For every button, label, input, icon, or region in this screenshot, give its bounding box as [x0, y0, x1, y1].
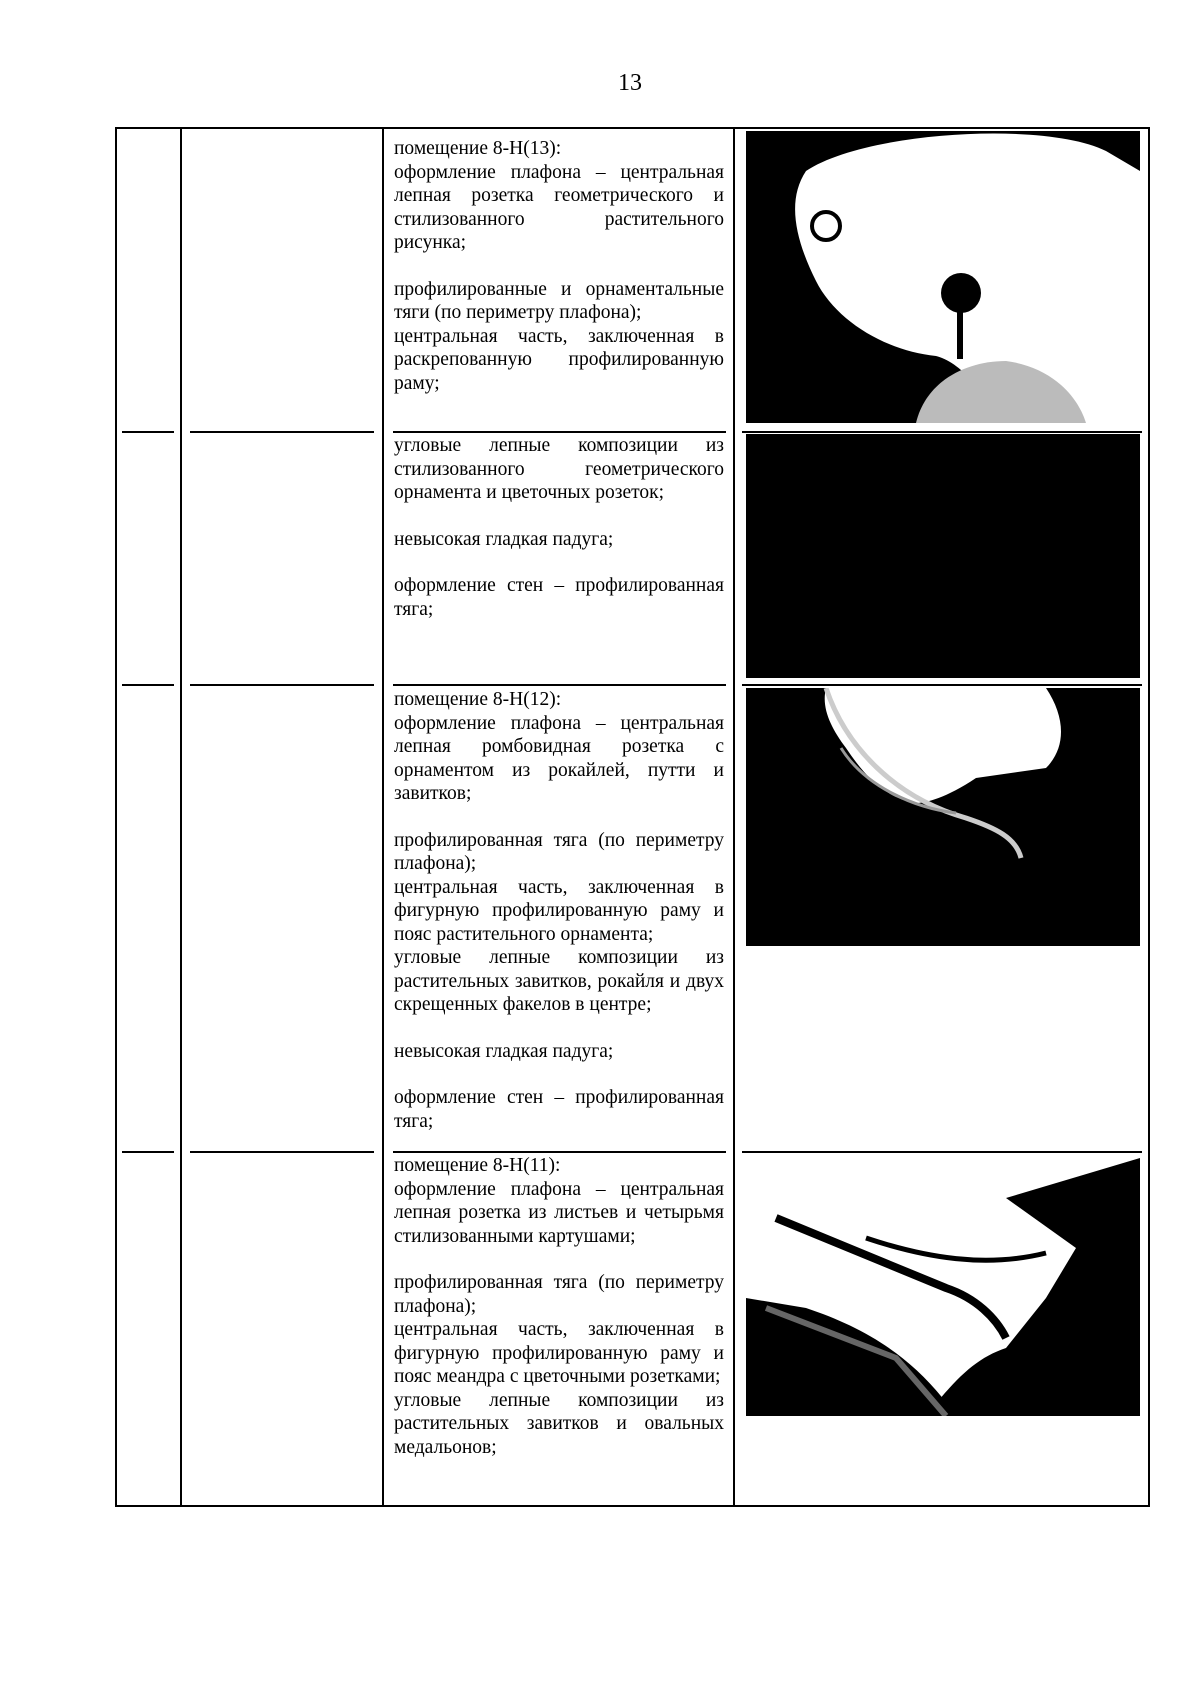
text-line: оформление плафона – центральная лепная розетка геометрического и стилизованного растительного рисунка;	[394, 161, 724, 253]
row-divider	[190, 1151, 374, 1153]
row-divider	[122, 1151, 174, 1153]
row-divider	[393, 431, 726, 433]
text-line: помещение 8-Н(12):	[394, 689, 562, 710]
row-divider	[190, 431, 374, 433]
text-line: помещение 8-Н(13):	[394, 138, 562, 159]
row-divider	[190, 684, 374, 686]
room-description	[394, 688, 724, 1133]
text-line: центральная часть, заключенная в фигурную профилированную раму и пояс растительного орнамента;	[394, 876, 724, 945]
row-divider	[122, 684, 174, 686]
room-description	[394, 1154, 724, 1459]
text-line: невысокая гладкая падуга;	[394, 1040, 614, 1062]
row-divider	[122, 431, 174, 433]
text-line: невысокая гладкая падуга;	[394, 528, 614, 550]
text-line: профилированные и орнаментальные тяги (по периметру плафона);	[394, 278, 724, 323]
text-line: угловые лепные композиции из растительных завитков и овальных медальонов;	[394, 1389, 724, 1458]
text-line: центральная часть, заключенная в раскрепованную профилированную раму;	[394, 325, 724, 394]
row-divider	[393, 1151, 726, 1153]
page-number: 13	[618, 70, 642, 96]
row-divider	[742, 431, 1142, 433]
room-description	[394, 137, 724, 395]
row-divider	[742, 1151, 1142, 1153]
text-line: профилированная тяга (по периметру плафона);	[394, 829, 724, 874]
text-line: оформление стен – профилированная тяга;	[394, 1087, 724, 1132]
text-line: угловые лепные композиции из растительных завитков, рокайля и двух скрещенных факелов в центре;	[394, 947, 724, 1015]
text-line: оформление плафона – центральная лепная розетка из листьев и четырьмя стилизованными картушами;	[394, 1178, 724, 1247]
row-divider	[393, 684, 726, 686]
text-line: угловые лепные композиции из стилизованного геометрического орнамента и цветочных розеток;	[394, 435, 724, 503]
row-divider	[742, 684, 1142, 686]
column-divider	[180, 127, 182, 1507]
ceiling-corner-photo	[746, 1158, 1140, 1416]
column-divider	[733, 127, 735, 1507]
column-divider	[382, 127, 384, 1507]
text-line: помещение 8-Н(11):	[394, 1155, 561, 1176]
room-description	[394, 434, 724, 621]
text-line: профилированная тяга (по периметру плафона);	[394, 1272, 724, 1317]
text-line: оформление стен – профилированная тяга;	[394, 575, 724, 620]
ceiling-rosette-photo	[746, 131, 1140, 423]
text-line: центральная часть, заключенная в фигурную профилированную раму и пояс меандра с цветочными розетками;	[394, 1319, 724, 1387]
text-line: оформление плафона – центральная лепная ромбовидная розетка с орнаментом из рокайлей, путти и завитков;	[394, 712, 724, 804]
dark-photo	[746, 434, 1140, 678]
ceiling-frame-photo	[746, 688, 1140, 946]
